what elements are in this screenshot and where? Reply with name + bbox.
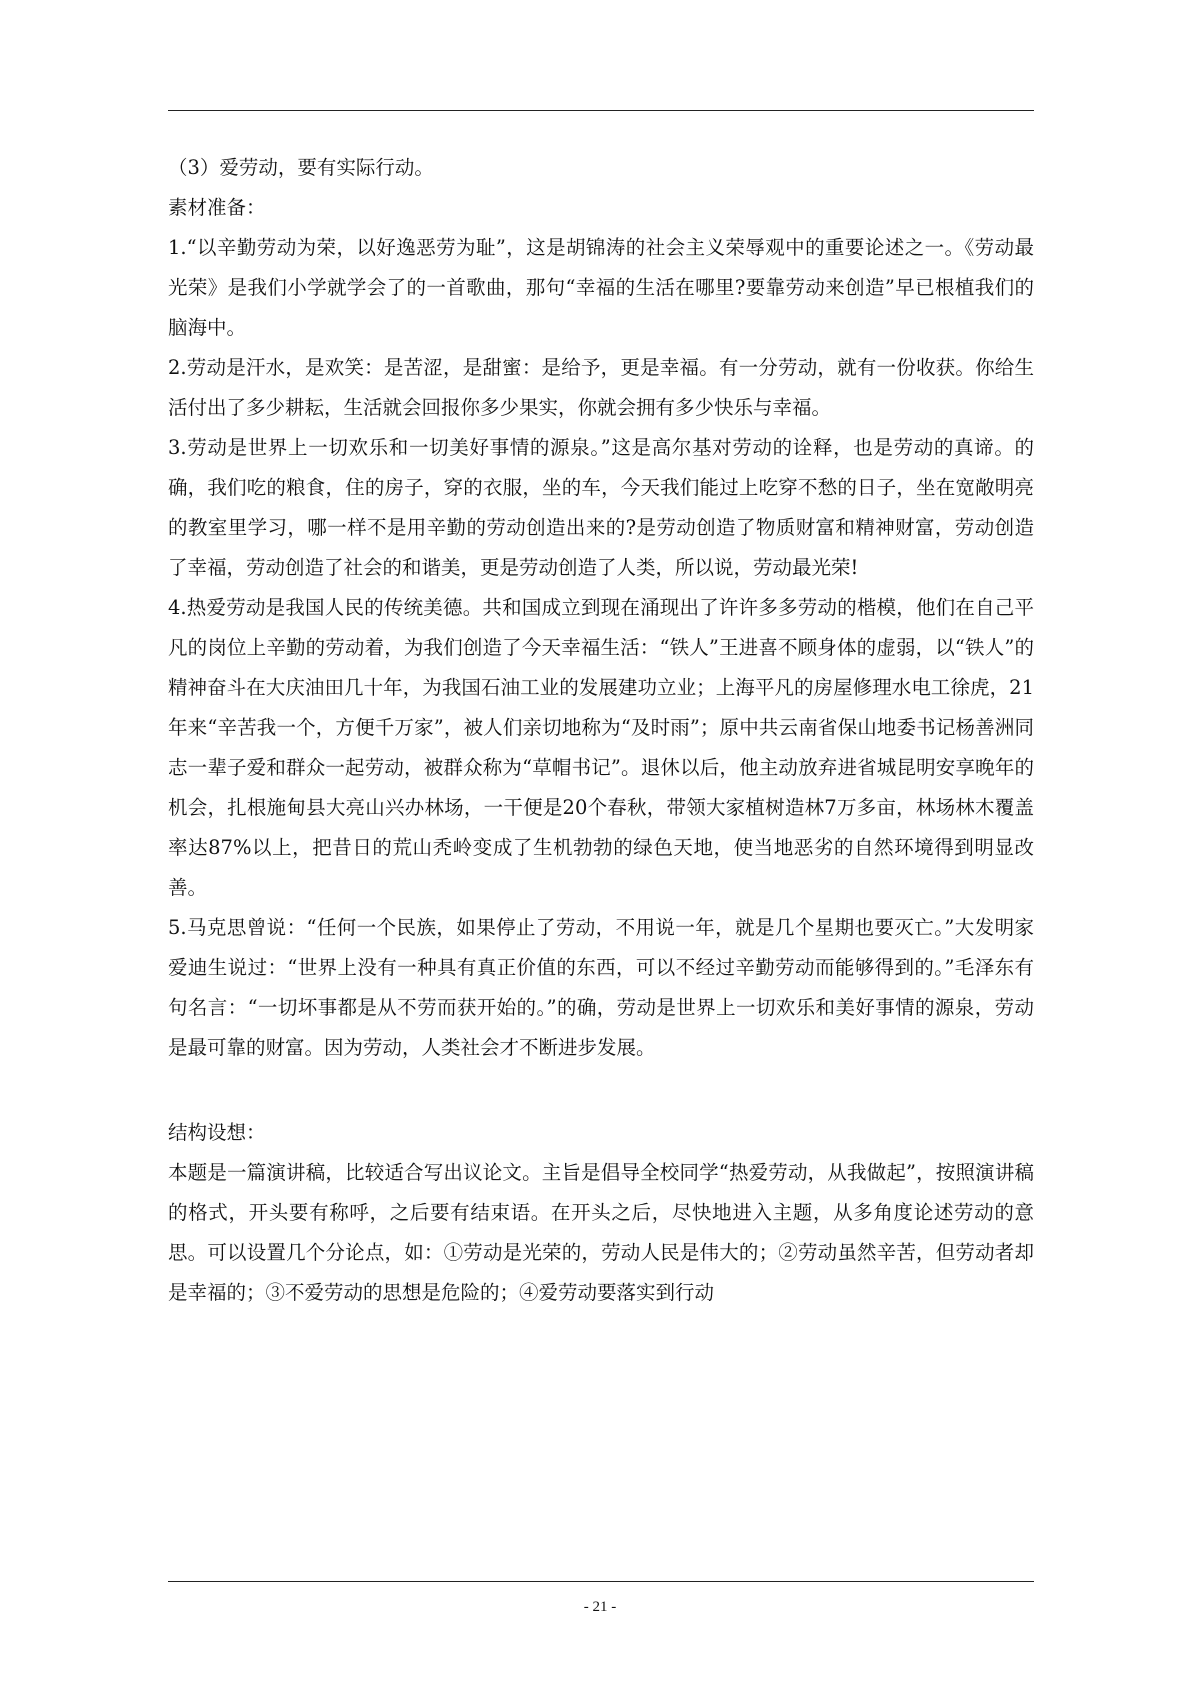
paragraph-spacer	[168, 1068, 1034, 1113]
paragraph-material-4: 4.热爱劳动是我国人民的传统美德。共和国成立到现在涌现出了许许多多劳动的楷模，他们在自己平凡的岗位上辛勤的劳动着，为我们创造了今天幸福生活：“铁人”王进喜不顾身体的虚弱，以“铁人”的精神奋斗在大庆油田几十年，为我国石油工业的发展建功立业；上海平凡的房屋修理水电工徐虎，21年来“辛苦我一个，方便千万家”，被人们亲切地称为“及时雨”；原中共云南省保山地委书记杨善洲同志一辈子爱和群众一起劳动，被群众称为“草帽书记”。退休以后，他主动放弃进省城昆明安享晚年的机会，扎根施甸县大亮山兴办林场，一干便是20个春秋，带领大家植树造林7万多亩，林场林木覆盖率达87%以上，把昔日的荒山秃岭变成了生机勃勃的绿色天地，使当地恶劣的自然环境得到明显改善。	[168, 596, 1034, 899]
paragraph-material-2: 2.劳动是汗水，是欢笑：是苦涩，是甜蜜：是给予，更是幸福。有一分劳动，就有一份收获。你给生活付出了多少耕耘，生活就会回报你多少果实，你就会拥有多少快乐与幸福。	[168, 356, 1034, 419]
document-body	[168, 148, 1034, 1313]
paragraph-material-5: 5.马克思曾说：“任何一个民族，如果停止了劳动，不用说一年，就是几个星期也要灭亡。”大发明家爱迪生说过：“世界上没有一种具有真正价值的东西，可以不经过辛勤劳动而能够得到的。”毛泽东有句名言：“一切坏事都是从不劳而获开始的。”的确，劳动是世界上一切欢乐和美好事情的源泉，劳动是最可靠的财富。因为劳动，人类社会才不断进步发展。	[168, 916, 1034, 1059]
paragraph-point-3: （3）爱劳动，要有实际行动。	[168, 156, 434, 179]
section-heading-materials: 素材准备：	[168, 196, 266, 219]
paragraph-material-1: 1.“以辛勤劳动为荣，以好逸恶劳为耻”，这是胡锦涛的社会主义荣辱观中的重要论述之一。《劳动最光荣》是我们小学就学会了的一首歌曲，那句“幸福的生活在哪里?要靠劳动来创造”早已根植我们的脑海中。	[168, 236, 1034, 339]
header-rule	[168, 110, 1034, 111]
page-number: - 21 -	[583, 1599, 617, 1615]
paragraph-structure: 本题是一篇演讲稿，比较适合写出议论文。主旨是倡导全校同学“热爱劳动，从我做起”，按照演讲稿的格式，开头要有称呼，之后要有结束语。在开头之后，尽快地进入主题，从多角度论述劳动的意思。可以设置几个分论点，如：①劳动是光荣的，劳动人民是伟大的；②劳动虽然辛苦，但劳动者却是幸福的；③不爱劳动的思想是危险的；④爱劳动要落实到行动	[168, 1161, 1034, 1304]
paragraph-material-3: 3.劳动是世界上一切欢乐和一切美好事情的源泉。”这是高尔基对劳动的诠释，也是劳动的真谛。的确，我们吃的粮食，住的房子，穿的衣服，坐的车，今天我们能过上吃穿不愁的日子，坐在宽敞明亮的教室里学习，哪一样不是用辛勤的劳动创造出来的?是劳动创造了物质财富和精神财富，劳动创造了幸福，劳动创造了社会的和谐美，更是劳动创造了人类，所以说，劳动最光荣!	[168, 436, 1034, 579]
footer-rule	[168, 1581, 1034, 1582]
section-heading-structure: 结构设想：	[168, 1121, 266, 1144]
